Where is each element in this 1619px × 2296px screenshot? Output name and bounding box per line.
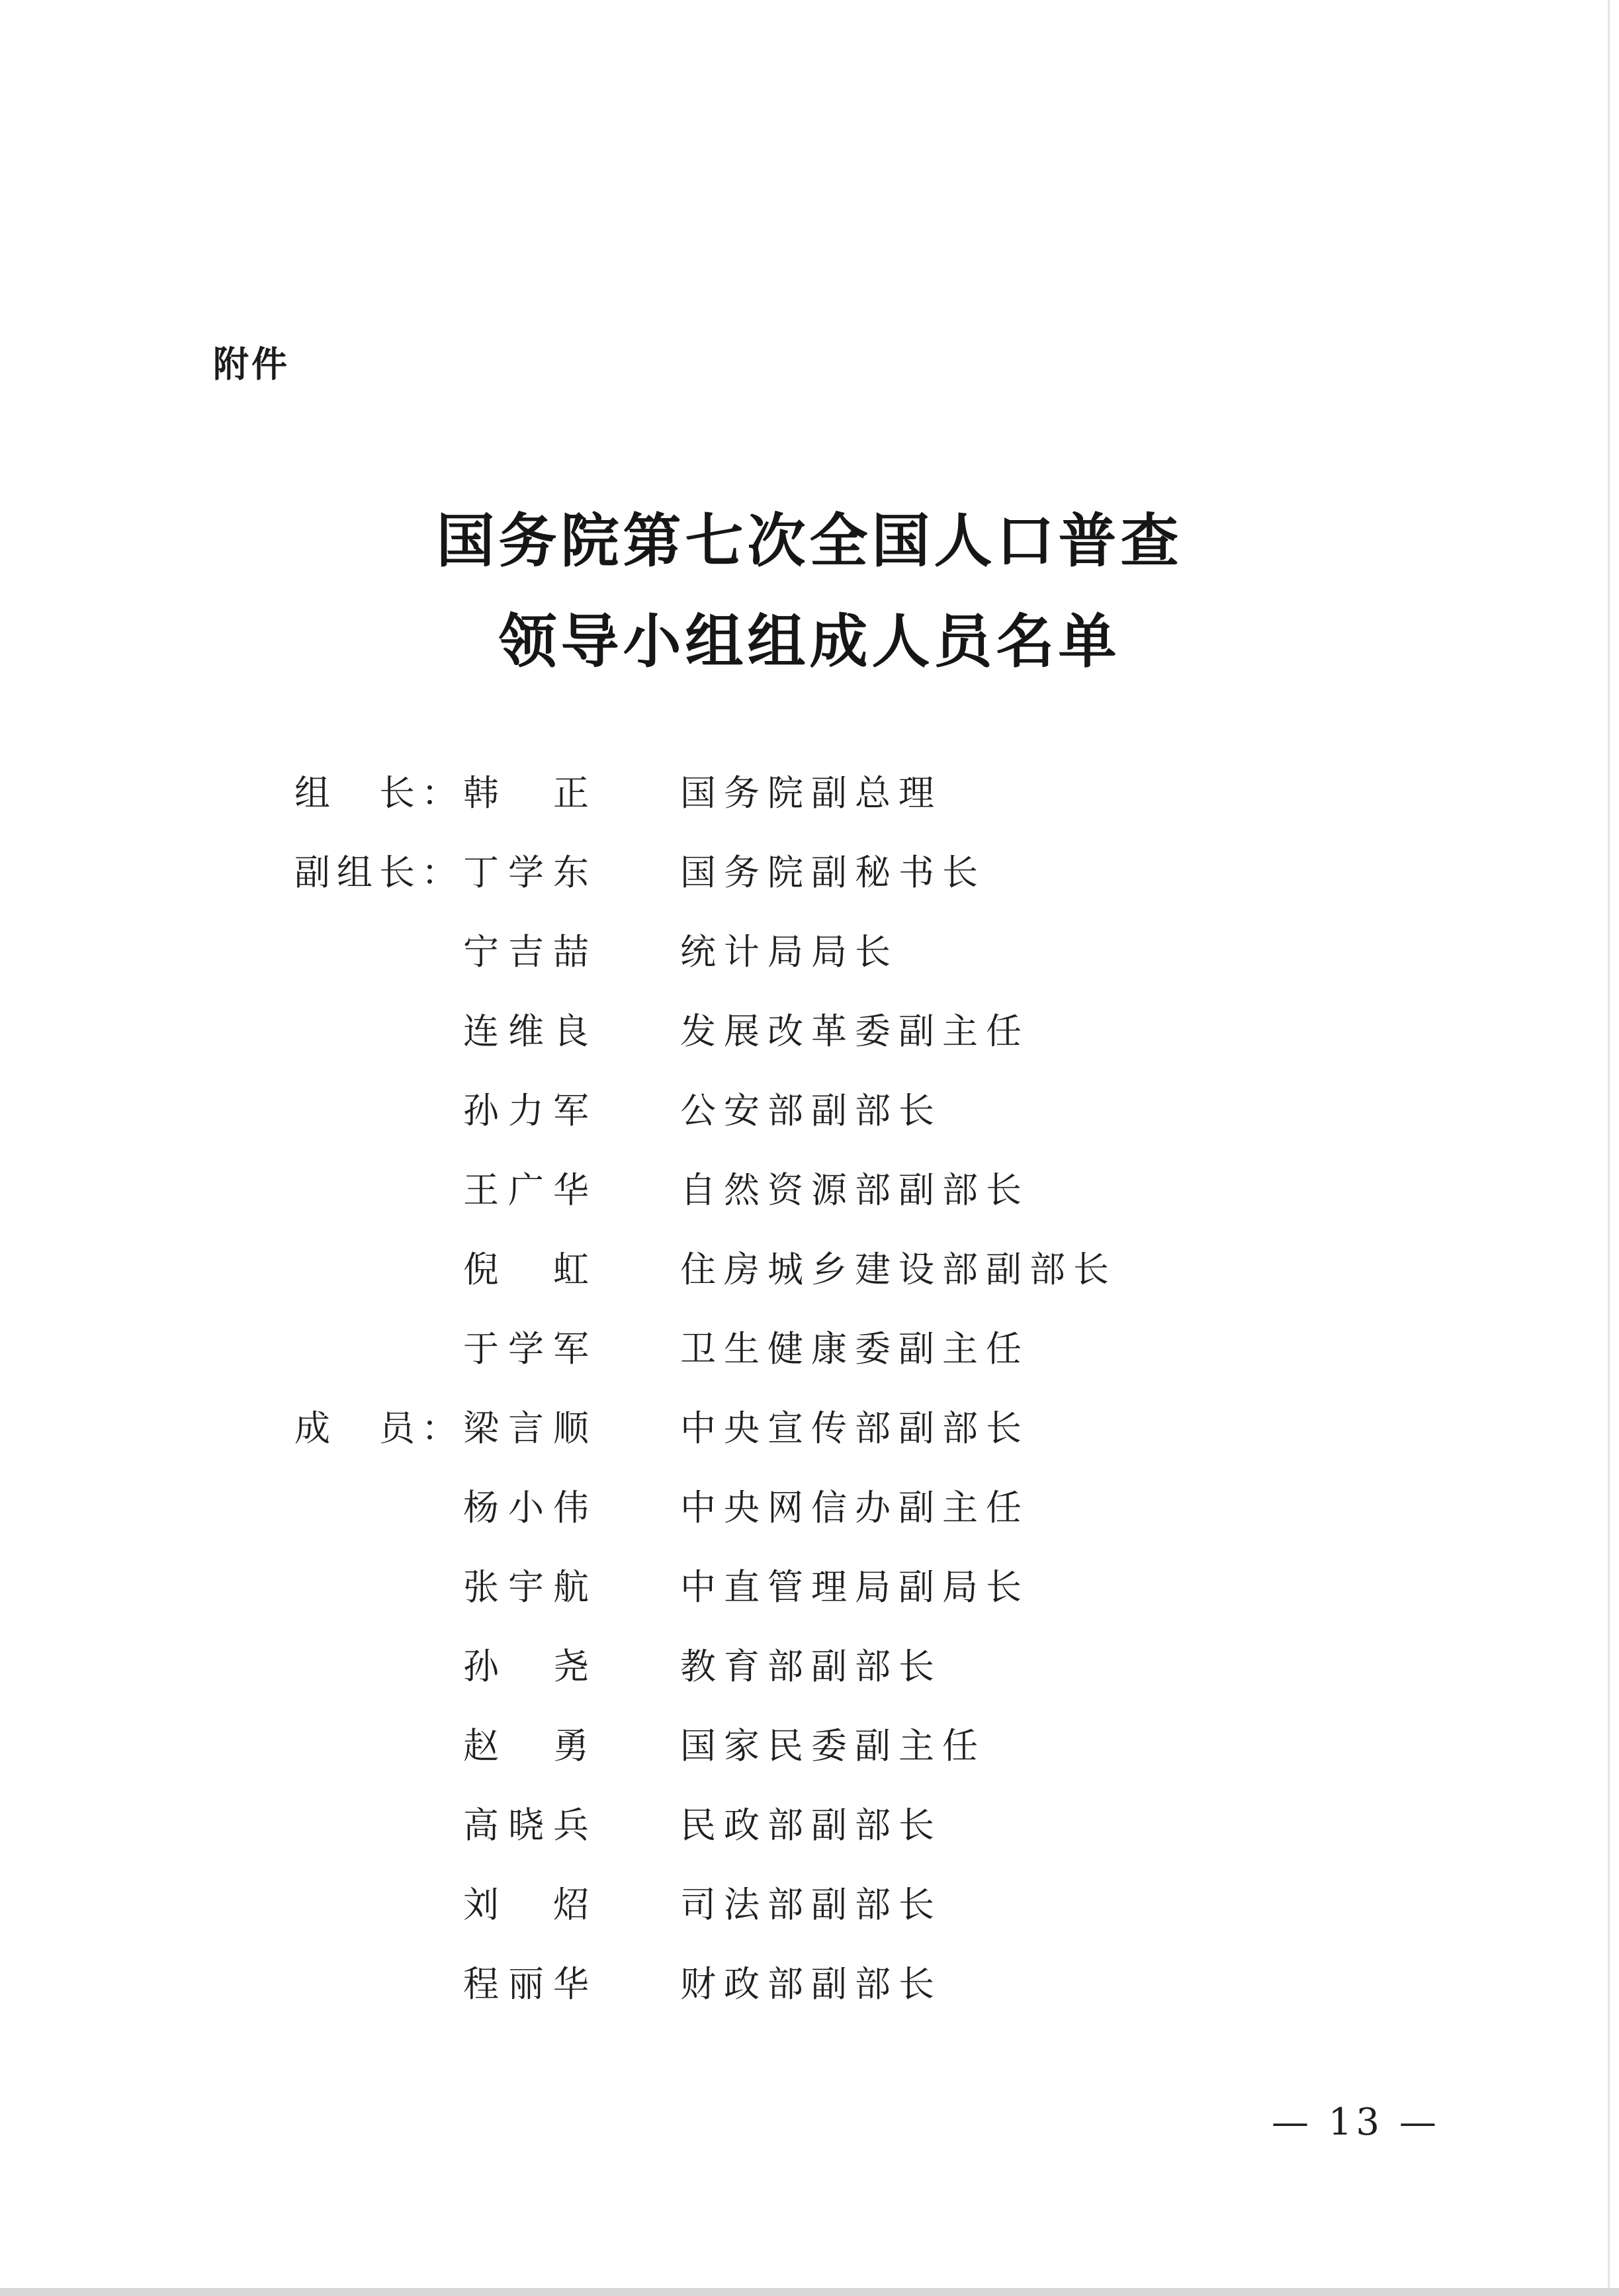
- member-name: 程丽华: [463, 1963, 598, 2005]
- member-position: 国务院副总理: [680, 772, 942, 814]
- member-position: 司法部副部长: [680, 1884, 942, 1925]
- member-position: 发展改革委副主任: [680, 1010, 1029, 1052]
- member-name: 高晓兵: [463, 1804, 598, 1846]
- document-title-line-1: 国务院第七次全国人口普查: [436, 506, 1183, 575]
- member-position: 住房城乡建设部副部长: [680, 1249, 1117, 1290]
- member-name: 孙 尧: [463, 1646, 598, 1687]
- roster-row: [294, 1484, 1485, 1564]
- roster-row: [294, 1643, 1485, 1722]
- member-name: 于学军: [463, 1328, 598, 1370]
- scan-edge-right: [1608, 0, 1610, 2296]
- member-name: 韩 正: [463, 772, 598, 814]
- member-position: 统计局局长: [680, 931, 898, 973]
- roster-row: [294, 1087, 1485, 1167]
- roster-row: [294, 928, 1485, 1008]
- member-name: 连维良: [463, 1010, 598, 1052]
- member-position: 卫生健康委副主任: [680, 1328, 1029, 1370]
- roster-row: [294, 849, 1485, 928]
- member-position: 国务院副秘书长: [680, 852, 986, 893]
- member-name: 张宇航: [463, 1566, 598, 1608]
- member-name: 倪 虹: [463, 1249, 598, 1290]
- member-position: 国家民委副主任: [680, 1725, 986, 1767]
- roster-row: [294, 1246, 1485, 1325]
- roster-row: [294, 1405, 1485, 1484]
- attachment-label: 附件: [213, 343, 290, 385]
- roster-row: [294, 1961, 1485, 2040]
- roster-row: [294, 1881, 1485, 1961]
- member-name: 王广华: [463, 1169, 598, 1211]
- member-name: 梁言顺: [463, 1407, 598, 1449]
- member-position: 公安部副部长: [680, 1090, 942, 1131]
- role-label: 副组长：: [294, 852, 464, 893]
- member-name: 杨小伟: [463, 1487, 598, 1528]
- member-position: 自然资源部副部长: [680, 1169, 1029, 1211]
- roster-row: [294, 1008, 1485, 1087]
- roster-row: [294, 770, 1485, 849]
- member-position: 中直管理局副局长: [680, 1566, 1029, 1608]
- member-name: 刘 炤: [463, 1884, 598, 1925]
- member-name: 宁吉喆: [463, 931, 598, 973]
- role-label: 成 员：: [294, 1407, 464, 1449]
- member-name: 丁学东: [463, 852, 598, 893]
- member-position: 中央网信办副主任: [680, 1487, 1029, 1528]
- roster-row: [294, 1802, 1485, 1881]
- member-position: 教育部副部长: [680, 1646, 942, 1687]
- roster-row: [294, 1564, 1485, 1643]
- role-label: 组 长：: [294, 772, 464, 814]
- roster-row: [294, 1325, 1485, 1405]
- page-number: — 13 —: [1272, 2101, 1440, 2144]
- member-name: 赵 勇: [463, 1725, 598, 1767]
- member-name: 孙力军: [463, 1090, 598, 1131]
- member-position: 民政部副部长: [680, 1804, 942, 1846]
- document-title-line-2: 领导小组组成人员名单: [498, 607, 1121, 676]
- scan-edge-bottom: [0, 2288, 1619, 2296]
- roster-row: [294, 1722, 1485, 1802]
- member-roster: [294, 770, 1485, 2040]
- member-position: 中央宣传部副部长: [680, 1407, 1029, 1449]
- roster-row: [294, 1167, 1485, 1246]
- member-position: 财政部副部长: [680, 1963, 942, 2005]
